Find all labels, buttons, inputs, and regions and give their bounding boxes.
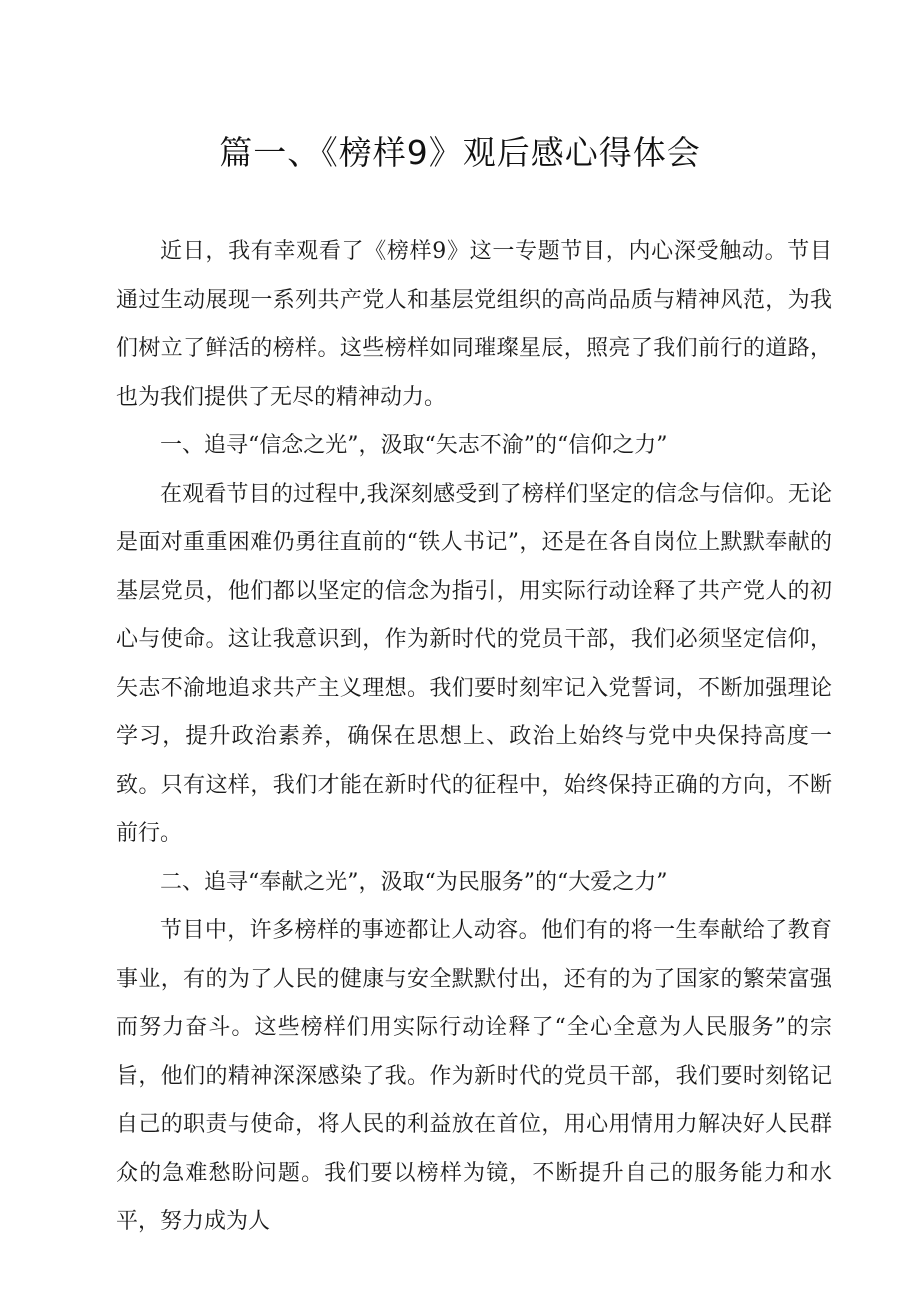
document-body <box>116 228 832 1247</box>
paragraph-section-1: 在观看节目的过程中,我深刻感受到了榜样们坚定的信念与信仰。无论是面对重重困难仍勇往直前的“铁人书记”，还是在各自岗位上默默奉献的基层党员，他们都以坚定的信念为指引，用实际行动诠释了共产党人的初心与使命。这让我意识到，作为新时代的党员干部，我们必须坚定信仰，矢志不渝地追求共产主义理想。我们要时刻牢记入党誓词，不断加强理论学习，提升政治素养，确保在思想上、政治上始终与党中央保持高度一致。只有这样，我们才能在新时代的征程中，始终保持正确的方向，不断前行。 <box>116 481 832 846</box>
section-heading-1: 一、追寻“信念之光”，汲取“矢志不渝”的“信仰之力” <box>160 433 668 458</box>
paragraph-section-2: 节目中，许多榜样的事迹都让人动容。他们有的将一生奉献给了教育事业，有的为了人民的健康与安全默默付出，还有的为了国家的繁荣富强而努力奋斗。这些榜样们用实际行动诠释了“全心全意为人民服务”的宗旨，他们的精神深深感染了我。作为新时代的党员干部，我们要时刻铭记自己的职责与使命，将人民的利益放在首位，用心用情用力解决好人民群众的急难愁盼问题。我们要以榜样为镜，不断提升自己的服务能力和水平，努力成为人 <box>116 918 832 1234</box>
section-heading-2: 二、追寻“奉献之光”，汲取“为民服务”的“大爱之力” <box>160 869 668 895</box>
document-title: 篇一、《榜样9》观后感心得体会 <box>219 133 701 172</box>
paragraph-intro: 近日，我有幸观看了《榜样9》这一专题节目，内心深受触动。节目通过生动展现一系列共产党人和基层党组织的高尚品质与精神风范，为我们树立了鲜活的榜样。这些榜样如同璀璨星辰，照亮了我们前行的道路，也为我们提供了无尽的精神动力。 <box>116 239 832 410</box>
